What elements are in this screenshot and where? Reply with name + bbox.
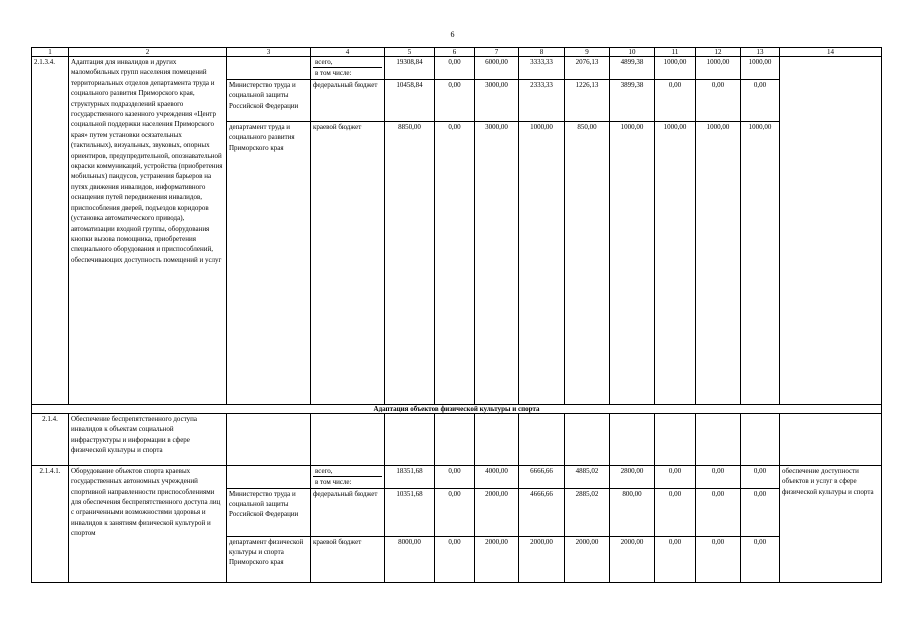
value-cell: 2000,00 — [565, 536, 610, 582]
value-cell: 10351,68 — [385, 488, 435, 536]
value-cell: 4666,66 — [519, 488, 565, 536]
funding-source: федеральный бюджет — [311, 488, 385, 536]
value-cell: 18351,68 — [385, 465, 435, 488]
expected-result: обеспечение доступности объектов и услуг в сфере физической культуры и спорта — [780, 465, 882, 582]
value-cell: 0,00 — [741, 79, 780, 121]
value-cell: 0,00 — [435, 79, 475, 121]
col-header: 11 — [655, 48, 696, 57]
value-cell: 0,00 — [435, 57, 475, 80]
value-cell: 4885,02 — [565, 465, 610, 488]
section-row — [32, 404, 882, 413]
value-cell: 8000,00 — [385, 536, 435, 582]
value-cell: 0,00 — [696, 488, 741, 536]
col-header: 8 — [519, 48, 565, 57]
item-name: Оборудование объектов спорта краевых государственных автономных учреждений спортивной направленности приспособлениями для обеспечения беспрепятственного доступа лиц с ограниченными возможностями здоровья и инвалидов к занятиям физической культурой и спортом — [69, 465, 227, 582]
executor: Министерство труда и социальной защиты Российской Федерации — [227, 488, 311, 536]
item-code: 2.1.4. — [32, 413, 69, 465]
value-cell: 1000,00 — [696, 57, 741, 80]
table-row — [32, 413, 882, 465]
table-row — [32, 57, 882, 80]
funding-source-total: всего, в том числе: — [311, 57, 385, 80]
item-code: 2.1.4.1. — [32, 465, 69, 582]
item-name: Обеспечение беспрепятственного доступа инвалидов к объектам социальной инфраструктуры и информации в сфере физической культуры и спорта — [69, 413, 227, 465]
value-cell: 3333,33 — [519, 57, 565, 80]
value-cell: 850,00 — [565, 121, 610, 404]
col-header: 4 — [311, 48, 385, 57]
value-cell: 0,00 — [741, 488, 780, 536]
col-header: 14 — [780, 48, 882, 57]
value-cell: 1000,00 — [519, 121, 565, 404]
value-cell: 0,00 — [655, 536, 696, 582]
value-cell: 0,00 — [655, 488, 696, 536]
value-cell: 0,00 — [435, 121, 475, 404]
col-header: 12 — [696, 48, 741, 57]
value-cell: 3899,38 — [610, 79, 655, 121]
value-cell: 2076,13 — [565, 57, 610, 80]
value-cell: 1000,00 — [655, 121, 696, 404]
value-cell: 1000,00 — [741, 121, 780, 404]
value-cell: 8850,00 — [385, 121, 435, 404]
section-title: Адаптация объектов физической культуры и спорта — [32, 404, 882, 413]
value-cell: 2800,00 — [610, 465, 655, 488]
value-cell: 0,00 — [696, 465, 741, 488]
executor: департамент труда и социального развития Приморского края — [227, 121, 311, 404]
value-cell: 2885,02 — [565, 488, 610, 536]
value-cell: 0,00 — [741, 536, 780, 582]
col-header: 9 — [565, 48, 610, 57]
value-cell: 0,00 — [741, 465, 780, 488]
page-number: 6 — [450, 30, 455, 39]
col-header: 7 — [475, 48, 519, 57]
col-header: 5 — [385, 48, 435, 57]
executor: Министерство труда и социальной защиты Российской Федерации — [227, 79, 311, 121]
program-table — [31, 47, 882, 583]
col-header: 10 — [610, 48, 655, 57]
value-cell: 1000,00 — [696, 121, 741, 404]
value-cell: 3000,00 — [475, 79, 519, 121]
item-code: 2.1.3.4. — [32, 57, 69, 405]
value-cell: 0,00 — [435, 465, 475, 488]
value-cell: 0,00 — [696, 536, 741, 582]
funding-source-total: всего, в том числе: — [311, 465, 385, 488]
col-header: 3 — [227, 48, 311, 57]
value-cell: 0,00 — [435, 536, 475, 582]
value-cell: 1000,00 — [610, 121, 655, 404]
value-cell: 2000,00 — [610, 536, 655, 582]
value-cell: 0,00 — [696, 79, 741, 121]
value-cell: 0,00 — [435, 488, 475, 536]
value-cell: 2000,00 — [475, 536, 519, 582]
value-cell: 4899,38 — [610, 57, 655, 80]
value-cell: 2000,00 — [475, 488, 519, 536]
value-cell: 19308,84 — [385, 57, 435, 80]
value-cell: 2333,33 — [519, 79, 565, 121]
table-row — [32, 465, 882, 488]
value-cell: 4000,00 — [475, 465, 519, 488]
value-cell: 3000,00 — [475, 121, 519, 404]
funding-source: краевой бюджет — [311, 536, 385, 582]
value-cell: 2000,00 — [519, 536, 565, 582]
value-cell: 10458,84 — [385, 79, 435, 121]
value-cell: 6000,00 — [475, 57, 519, 80]
value-cell: 6666,66 — [519, 465, 565, 488]
executor: департамент физической культуры и спорта Приморского края — [227, 536, 311, 582]
value-cell: 0,00 — [655, 79, 696, 121]
item-name: Адаптация для инвалидов и других маломобильных групп населения помещений территориальных отделов департамента труда и социального развития Приморского края, структурных подразделений краевого государственного казенного учреждения «Центр социальной поддержки населения Приморского края» путем установки осязательных (тактильных), визуальных, звуковых, опорных ориентиров, предупредительной, опознавательной окраски коммуникаций, устройства (приобретения мобильных) пандусов, устранения барьеров на путях движения инвалидов, информативного оснащения путей передвижения инвалидов, приспособления дверей, подъездов коридоров (установка автоматического привода), автоматизации входной группы, оборудования кнопки вызова помощника, приобретения специального оборудования и приспособлений, обеспечивающих доступность помещений и услуг — [69, 57, 227, 405]
col-header: 13 — [741, 48, 780, 57]
value-cell: 1000,00 — [655, 57, 696, 80]
value-cell: 1226,13 — [565, 79, 610, 121]
funding-source: федеральный бюджет — [311, 79, 385, 121]
value-cell: 800,00 — [610, 488, 655, 536]
value-cell: 0,00 — [655, 465, 696, 488]
value-cell: 1000,00 — [741, 57, 780, 80]
column-number-row — [32, 48, 882, 57]
col-header: 6 — [435, 48, 475, 57]
funding-source: краевой бюджет — [311, 121, 385, 404]
col-header: 2 — [69, 48, 227, 57]
col-header: 1 — [32, 48, 69, 57]
